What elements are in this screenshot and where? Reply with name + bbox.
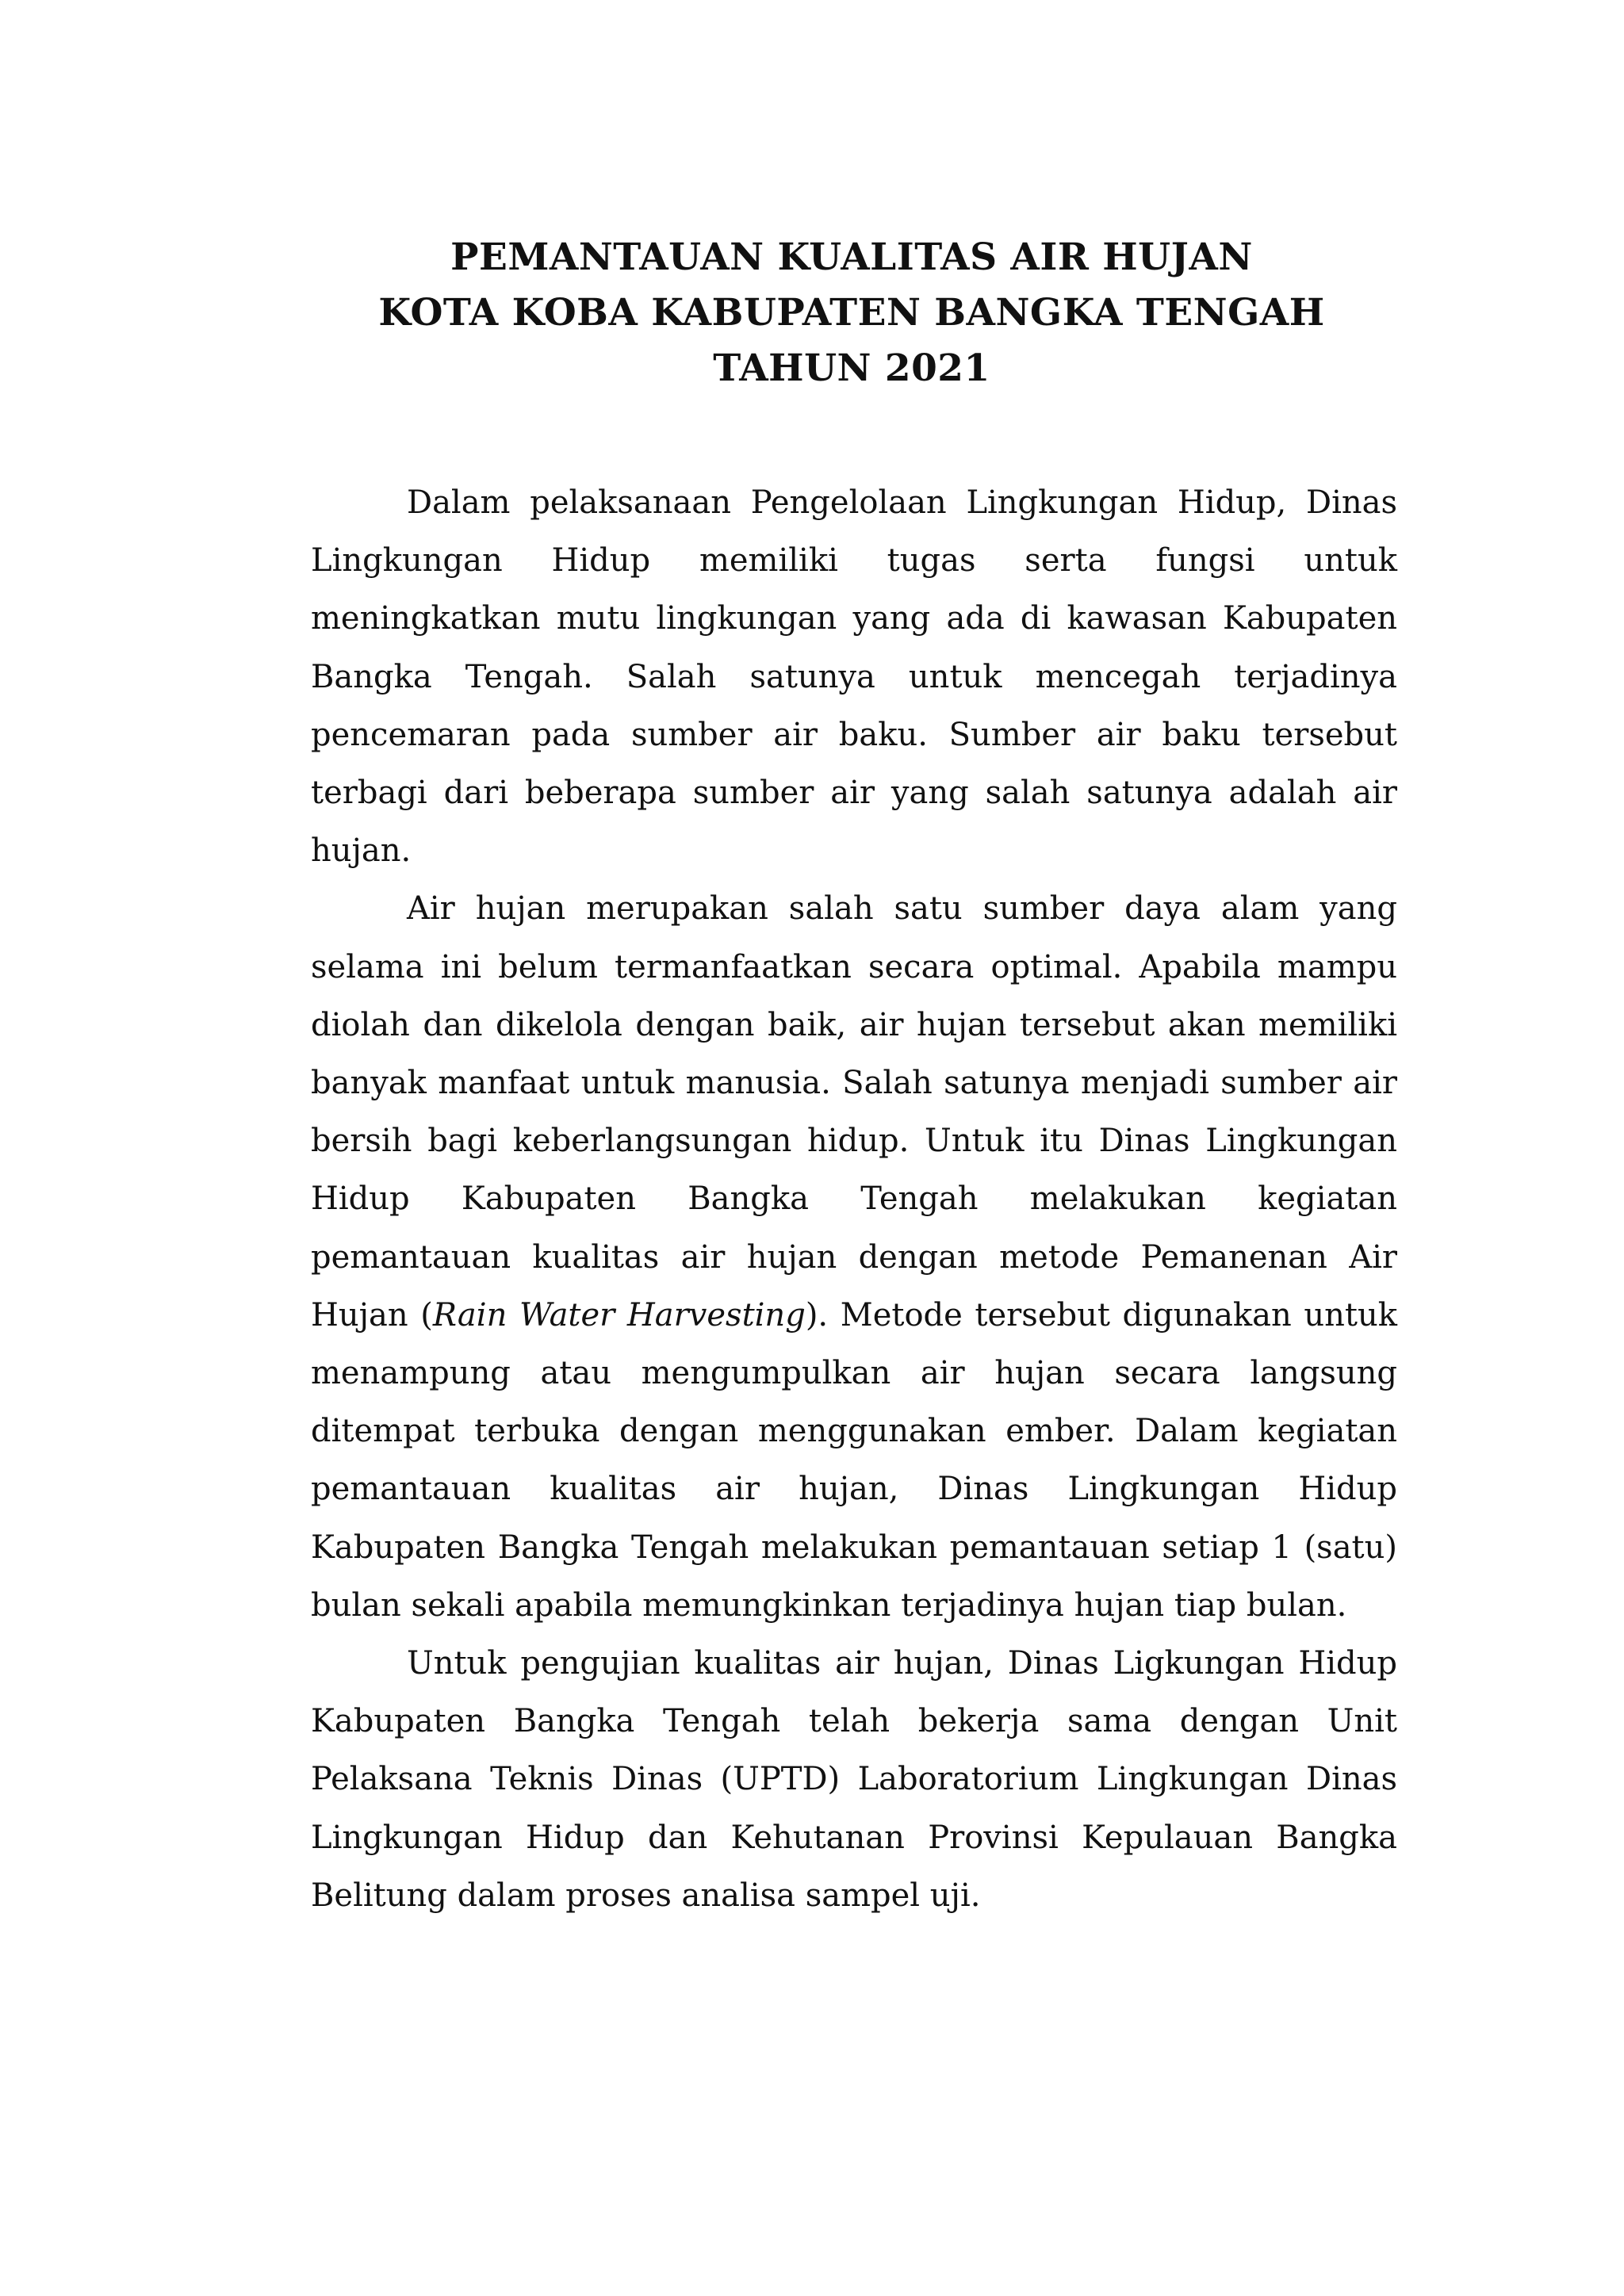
paragraph-2-text-after: ). Metode tersebut digunakan untuk menampung atau mengumpulkan air hujan secara langsung ditempat terbuka dengan menggunakan ember. Dalam kegiatan pemantauan kualitas air hujan, Dinas Lingkungan Hidup Kabupaten Bangka Tengah melakukan pemantauan setiap 1 (satu) bulan sekali apabila memungkinkan terjadinya hujan tiap bulan.: [311, 1296, 1397, 1624]
document-title: [238, 230, 1465, 396]
paragraph-1: [311, 474, 1397, 880]
document-body: [311, 474, 1397, 1925]
paragraph-1-text: Dalam pelaksanaan Pengelolaan Lingkungan Hidup, Dinas Lingkungan Hidup memiliki tugas serta fungsi untuk meningkatkan mutu lingkungan yang ada di kawasan Kabupaten Bangka Tengah. Salah satunya untuk mencegah terjadinya pencemaran pada sumber air baku. Sumber air baku tersebut terbagi dari beberapa sumber air yang salah satunya adalah air hujan.: [311, 484, 1397, 870]
paragraph-2: [311, 880, 1397, 1635]
paragraph-3: [311, 1635, 1397, 1925]
title-line-1: PEMANTAUAN KUALITAS AIR HUJAN: [450, 235, 1253, 279]
paragraph-3-text: Untuk pengujian kualitas air hujan, Dinas Ligkungan Hidup Kabupaten Bangka Tengah telah bekerja sama dengan Unit Pelaksana Teknis Dinas (UPTD) Laboratorium Lingkungan Dinas Lingkungan Hidup dan Kehutanan Provinsi Kepulauan Bangka Belitung dalam proses analisa sampel uji.: [311, 1645, 1397, 1914]
paragraph-2-text-before: Air hujan merupakan salah satu sumber daya alam yang selama ini belum termanfaatkan secara optimal. Apabila mampu diolah dan dikelola dengan baik, air hujan tersebut akan memiliki banyak manfaat untuk manusia. Salah satunya menjadi sumber air bersih bagi keberlangsungan hidup. Untuk itu Dinas Lingkungan Hidup Kabupaten Bangka Tengah melakukan kegiatan pemantauan kualitas air hujan dengan metode Pemanenan Air Hujan (: [311, 890, 1397, 1334]
title-line-3: TAHUN 2021: [713, 346, 990, 390]
paragraph-2-italic-term: Rain Water Harvesting: [432, 1296, 806, 1334]
title-line-2: KOTA KOBA KABUPATEN BANGKA TENGAH: [378, 291, 1325, 335]
